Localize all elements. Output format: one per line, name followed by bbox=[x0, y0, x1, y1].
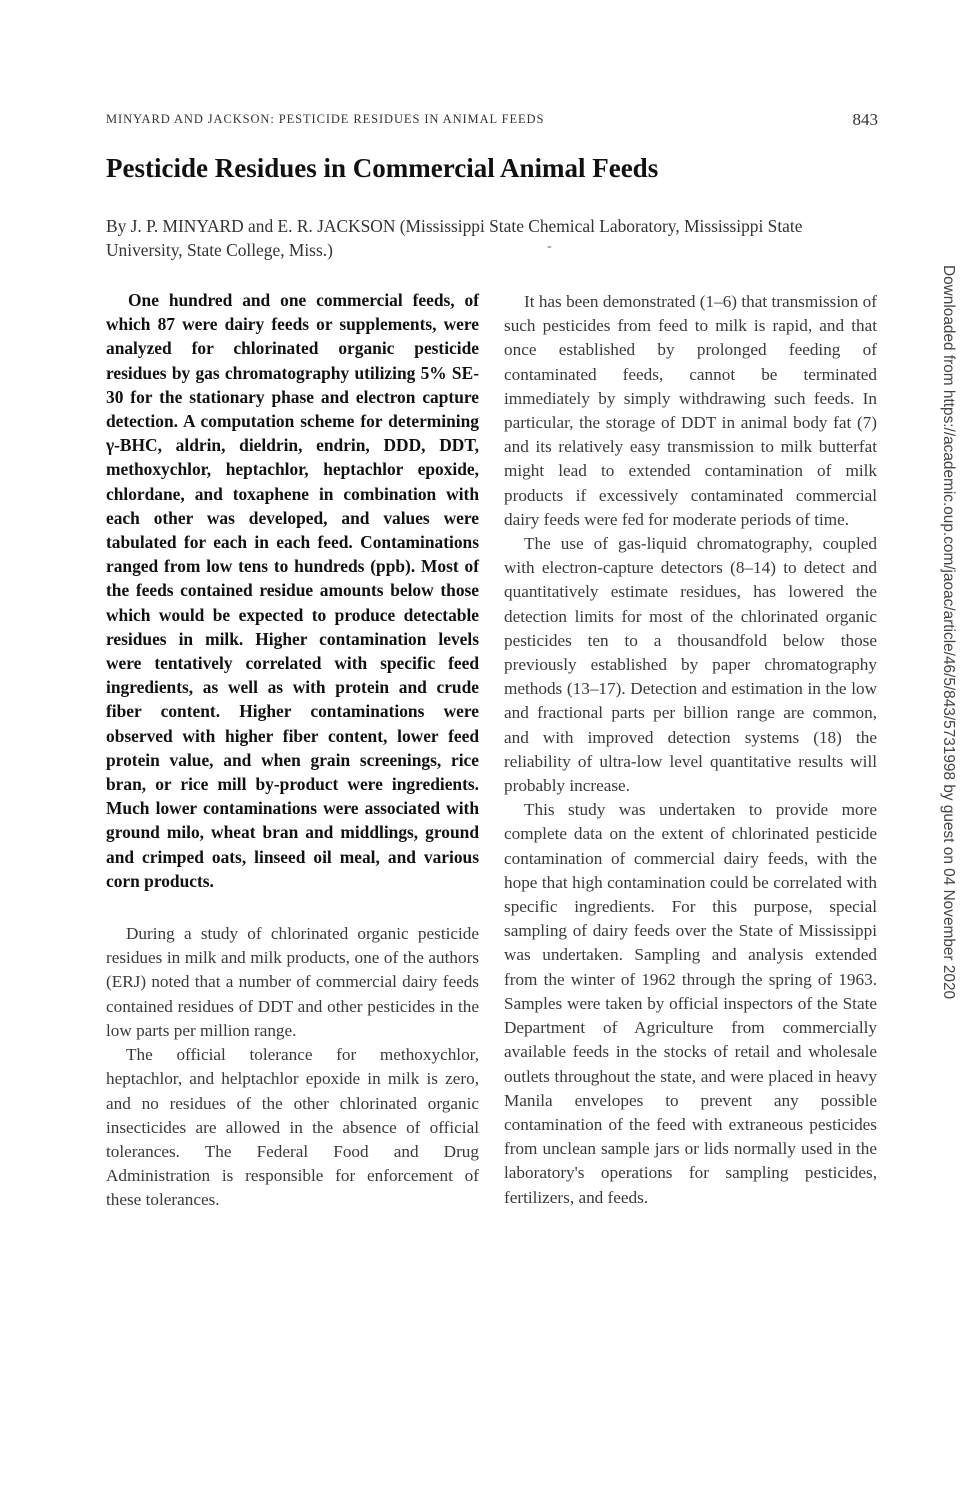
download-watermark bbox=[941, 265, 957, 1145]
left-body bbox=[106, 922, 479, 1212]
body-paragraph: It has been demonstrated (1–6) that transmission of such pesticides from feed to milk is rapid, and that once established by prolonged feeding of contaminated feeds, cannot be terminated immediately by simply withdrawing such feeds. In particular, the storage of DDT in animal body fat (7) and its relatively easy transmission to milk butterfat might lead to extended contamination of milk products if excessively contaminated commercial dairy feeds were fed for moderate periods of time. bbox=[504, 292, 877, 529]
download-watermark-text[interactable]: Downloaded from https://academic.oup.com/jaoac/article/46/5/843/5731998 by guest on 04 November 2020 bbox=[940, 265, 957, 1000]
body-paragraph: The official tolerance for methoxychlor, heptachlor, and helptachlor epoxide in milk is zero, and no residues of the other chlorinated organic insecticides are allowed in the absence of official tolerances. The Federal Food and Drug Administration is responsible for enforcement of these tolerances. bbox=[106, 1045, 479, 1210]
running-head: MINYARD AND JACKSON: PESTICIDE RESIDUES IN ANIMAL FEEDS bbox=[106, 112, 545, 126]
right-column bbox=[504, 290, 877, 1210]
body-paragraph: The use of gas-liquid chromatography, coupled with electron-capture detectors (8–14) to detect and quantitatively estimate residues, has lowered the detection limits for most of the chlorinated organic pesticides ten to a thousandfold below those previously established by paper chromatography methods (13–17). Detection and estimation in the low and fractional parts per billion range are common, and with improved detection systems (18) the reliability of ultra-low level quantitative results will probably increase. bbox=[504, 534, 877, 796]
article-byline: By J. P. MINYARD and E. R. JACKSON (Mississippi State Chemical Laboratory, Mississippi State University, State College, Miss.) bbox=[106, 216, 803, 260]
left-column bbox=[106, 288, 479, 1213]
body-paragraph: During a study of chlorinated organic pesticide residues in milk and milk products, one of the authors (ERJ) noted that a number of commercial dairy feeds contained residues of DDT and other pesticides in the low parts per million range. bbox=[106, 924, 479, 1040]
article-title: Pesticide Residues in Commercial Animal Feeds bbox=[106, 153, 659, 183]
page-number: 843 bbox=[852, 110, 878, 129]
abstract: One hundred and one commercial feeds, of which 87 were dairy feeds or supplements, were analyzed for chlorinated organic pesticide residues by gas chromatography utilizing 5% SE-30 for the stationary phase and electron capture detection. A computation scheme for determining γ-BHC, aldrin, dieldrin, endrin, DDD, DDT, methoxychlor, heptachlor, heptachlor epoxide, chlordane, and toxaphene in combination with each other was developed, and values were tabulated for each in each feed. Contaminations ranged from low tens to hundreds (ppb). Most of the feeds contained residue amounts below those which would be expected to produce detectable residues in milk. Higher contamination levels were tentatively correlated with specific feed ingredients, as well as with protein and crude fiber content. Higher contaminations were observed with higher fiber content, lower feed protein value, and when grain screenings, rice bran, or rice mill by-product were ingredients. Much lower contaminations were associated with ground milo, wheat bran and middlings, ground and crimped oats, linseed oil meal, and various corn products. bbox=[106, 290, 479, 891]
stray-mark: - bbox=[547, 239, 552, 254]
body-paragraph: This study was undertaken to provide more complete data on the extent of chlorinated pesticide contamination of commercial dairy feeds, with the hope that high contamination could be correlated with specific ingredients. For this purpose, special sampling of dairy feeds over the State of Mississippi was undertaken. Sampling and analysis extended from the winter of 1962 through the spring of 1963. Samples were taken by official inspectors of the State Department of Agriculture from commercially available feeds in the stocks of retail and wholesale outlets throughout the state, and were placed in heavy Manila envelopes to prevent any possible contamination of the feed with extraneous pesticides from unclean sample jars or lids normally used in the laboratory's operations for sampling pesticides, fertilizers, and feeds. bbox=[504, 800, 877, 1207]
